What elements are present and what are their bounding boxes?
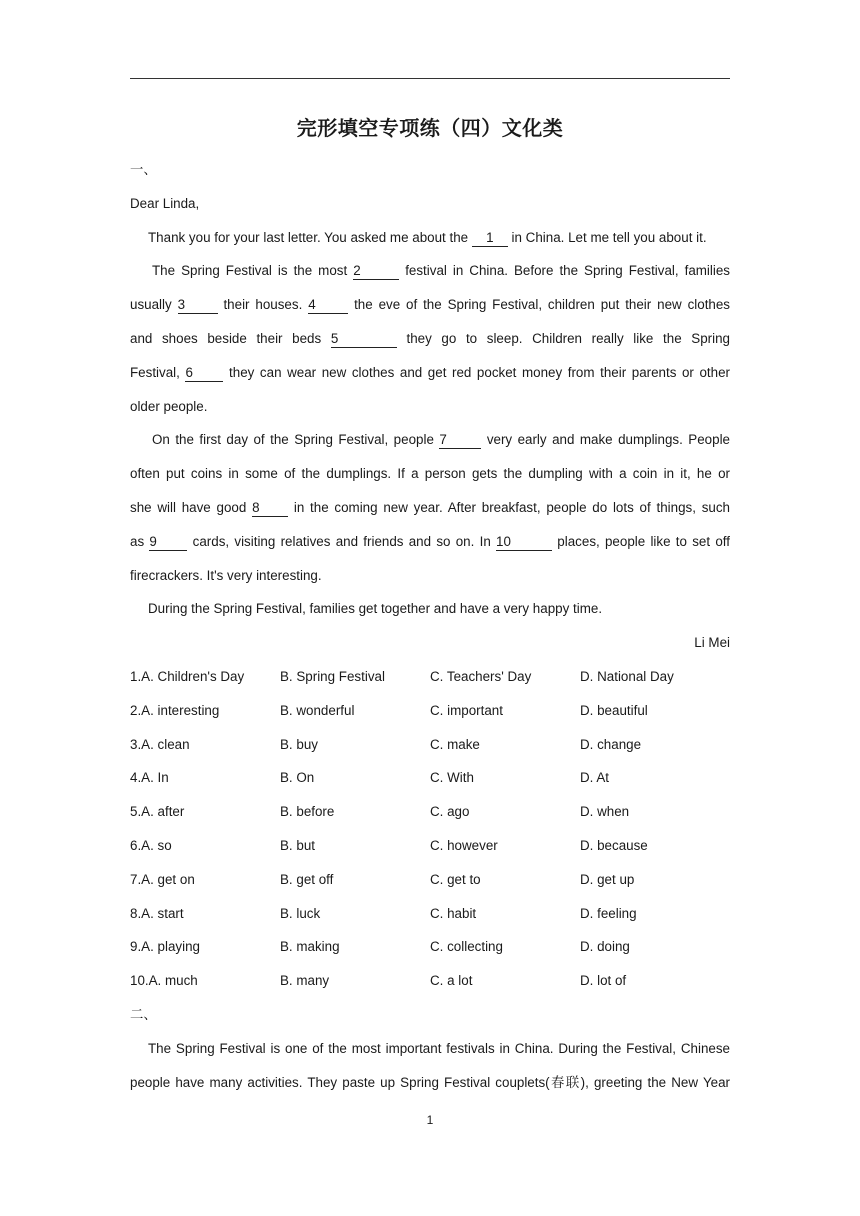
option-d[interactable]: D. beautiful <box>580 702 648 718</box>
option-d[interactable]: D. when <box>580 804 630 820</box>
option-c[interactable]: C. a lot <box>430 973 473 989</box>
option-d[interactable]: D. feeling <box>580 905 637 921</box>
option-a[interactable]: 2.A. interesting <box>130 702 220 718</box>
option-b[interactable]: B. On <box>280 770 315 786</box>
paragraph-line: On the first day of the Spring Festival, people 7 very early and make dumplings. People <box>152 432 730 448</box>
paragraph-line: The Spring Festival is the most 2 festival in China. Before the Spring Festival, families <box>152 263 730 279</box>
option-b[interactable]: B. buy <box>280 736 318 752</box>
option-c[interactable]: C. important <box>430 702 503 718</box>
option-c[interactable]: C. however <box>430 837 498 853</box>
option-c[interactable]: C. With <box>430 770 474 786</box>
option-c[interactable]: C. make <box>430 736 480 752</box>
option-c[interactable]: C. habit <box>430 905 477 921</box>
option-row <box>130 660 730 694</box>
options-list <box>130 660 730 998</box>
header-rule <box>130 78 730 79</box>
option-d[interactable]: D. At <box>580 770 610 786</box>
option-a[interactable]: 4.A. In <box>130 770 169 786</box>
blank-5[interactable]: 5 <box>331 331 397 348</box>
option-row <box>130 728 730 762</box>
option-c[interactable]: C. Teachers' Day <box>430 668 532 684</box>
option-b[interactable]: B. making <box>280 939 340 955</box>
blank-3[interactable]: 3 <box>178 297 218 314</box>
option-a[interactable]: 6.A. so <box>130 837 172 853</box>
paragraph-line: firecrackers. It's very interesting. <box>130 567 322 583</box>
paragraph-line: she will have good 8 in the coming new year. After breakfast, people do lots of things, such <box>130 499 730 515</box>
option-b[interactable]: B. wonderful <box>280 702 355 718</box>
option-row <box>130 829 730 863</box>
paragraph-line: Thank you for your last letter. You asked me about the 1 in China. Let me tell you about it. <box>148 229 707 245</box>
option-a[interactable]: 9.A. playing <box>130 939 200 955</box>
blank-9[interactable]: 9 <box>149 534 187 551</box>
option-d[interactable]: D. doing <box>580 939 630 955</box>
paragraph-line: During the Spring Festival, families get together and have a very happy time. <box>148 601 603 617</box>
paragraph-line: and shoes beside their beds 5 they go to sleep. Children really like the Spring <box>130 330 730 346</box>
option-a[interactable]: 5.A. after <box>130 804 185 820</box>
option-row <box>130 761 730 795</box>
paragraph-line: The Spring Festival is one of the most important festivals in China. During the Festival, Chinese <box>148 1040 730 1056</box>
option-row <box>130 964 730 998</box>
option-a[interactable]: 10.A. much <box>130 973 198 989</box>
blank-8[interactable]: 8 <box>252 500 288 517</box>
letter-signature: Li Mei <box>694 635 730 651</box>
option-row <box>130 694 730 728</box>
option-b[interactable]: B. but <box>280 837 315 853</box>
page-title: 完形填空专项练（四）文化类 <box>296 116 564 140</box>
option-b[interactable]: B. Spring Festival <box>280 668 385 684</box>
blank-2[interactable]: 2 <box>353 263 399 280</box>
option-c[interactable]: C. ago <box>430 804 470 820</box>
paragraph-line: as 9 cards, visiting relatives and friends and so on. In 10 places, people like to set off <box>130 533 730 549</box>
option-row <box>130 897 730 931</box>
option-a[interactable]: 3.A. clean <box>130 736 190 752</box>
option-d[interactable]: D. get up <box>580 871 635 887</box>
option-row <box>130 795 730 829</box>
option-a[interactable]: 8.A. start <box>130 905 184 921</box>
option-row <box>130 863 730 897</box>
paragraph-line: usually 3 their houses. 4 the eve of the Spring Festival, children put their new clothes <box>130 297 730 313</box>
option-d[interactable]: D. lot of <box>580 973 627 989</box>
option-d[interactable]: D. because <box>580 837 648 853</box>
blank-10[interactable]: 10 <box>496 534 552 551</box>
option-c[interactable]: C. get to <box>430 871 481 887</box>
option-a[interactable]: 1.A. Children's Day <box>130 668 245 684</box>
blank-4[interactable]: 4 <box>308 297 348 314</box>
blank-1[interactable]: 1 <box>472 230 508 247</box>
paragraph-line: older people. <box>130 398 208 414</box>
blank-6[interactable]: 6 <box>185 365 223 382</box>
document-body <box>130 153 730 1099</box>
paragraph-line: often put coins in some of the dumplings. If a person gets the dumpling with a coin in it, he or <box>130 466 730 482</box>
option-b[interactable]: B. get off <box>280 871 334 887</box>
option-d[interactable]: D. National Day <box>580 668 674 684</box>
option-d[interactable]: D. change <box>580 736 642 752</box>
option-row <box>130 930 730 964</box>
page-number: 1 <box>426 1113 434 1127</box>
blank-7[interactable]: 7 <box>439 432 481 449</box>
section-label: 二、 <box>130 1006 157 1022</box>
letter-greeting: Dear Linda, <box>130 195 200 211</box>
paragraph-line: people have many activities. They paste up Spring Festival couplets(春联), greeting the New Year <box>130 1074 730 1091</box>
paragraph-line: Festival, 6 they can wear new clothes and get red pocket money from their parents or other <box>130 364 730 380</box>
option-c[interactable]: C. collecting <box>430 939 503 955</box>
option-b[interactable]: B. before <box>280 804 335 820</box>
option-b[interactable]: B. luck <box>280 905 321 921</box>
section-label: 一、 <box>130 162 157 177</box>
option-a[interactable]: 7.A. get on <box>130 871 195 887</box>
option-b[interactable]: B. many <box>280 973 330 989</box>
